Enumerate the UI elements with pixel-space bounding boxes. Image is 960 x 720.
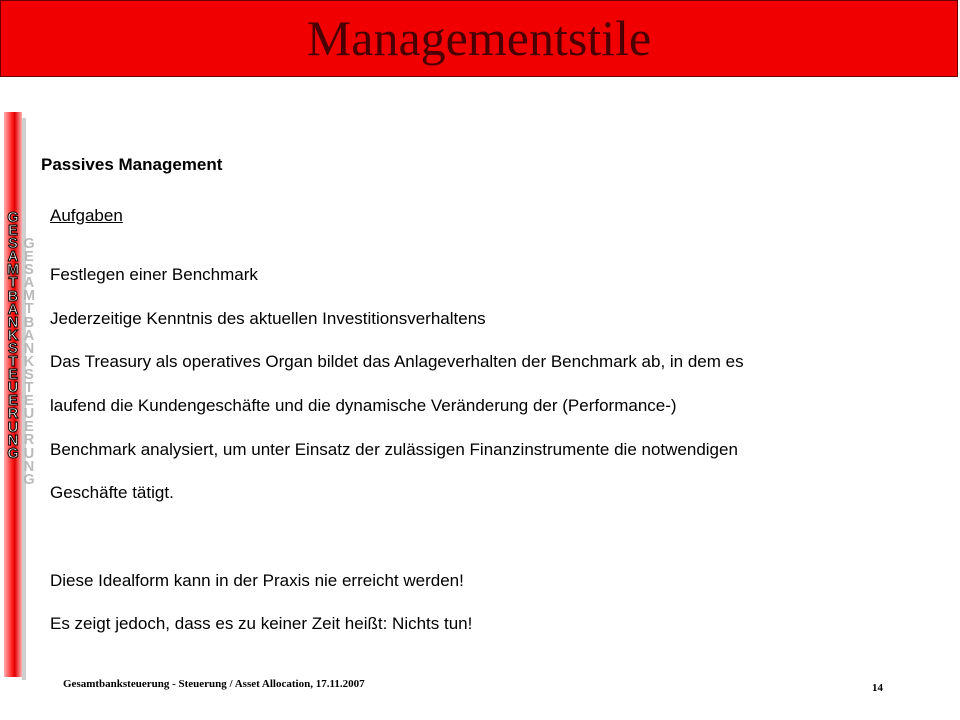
- sidebar-vertical-text-shadow: G E S A M T B A N K S T E U E R U N G: [22, 236, 36, 488]
- sidebar-vertical-text: G E S A M T B A N K S T E U E R U N G: [6, 210, 20, 462]
- text-line: laufend die Kundengeschäfte und die dynamische Veränderung der (Performance-): [50, 396, 677, 415]
- page-number: 14: [872, 682, 883, 694]
- text-line: Diese Idealform kann in der Praxis nie erreicht werden!: [50, 571, 464, 590]
- text-line: Benchmark analysiert, um unter Einsatz der zulässigen Finanzinstrumente die notwendigen: [50, 440, 738, 459]
- text-line: Jederzeitige Kenntnis des aktuellen Investitionsverhaltens: [50, 309, 486, 328]
- text-line: Es zeigt jedoch, dass es zu keiner Zeit heißt: Nichts tun!: [50, 614, 473, 633]
- text-line: Das Treasury als operatives Organ bildet das Anlageverhalten der Benchmark ab, in dem es: [50, 352, 744, 371]
- footer-text: Gesamtbanksteuerung - Steuerung / Asset Allocation, 17.11.2007: [63, 678, 365, 690]
- subsection-heading: Aufgaben: [50, 206, 123, 225]
- text-line: Geschäfte tätigt.: [50, 483, 174, 502]
- text-line: Festlegen einer Benchmark: [50, 265, 258, 284]
- section-heading: Passives Management: [41, 155, 223, 174]
- slide-title: Managementstile: [306, 10, 652, 66]
